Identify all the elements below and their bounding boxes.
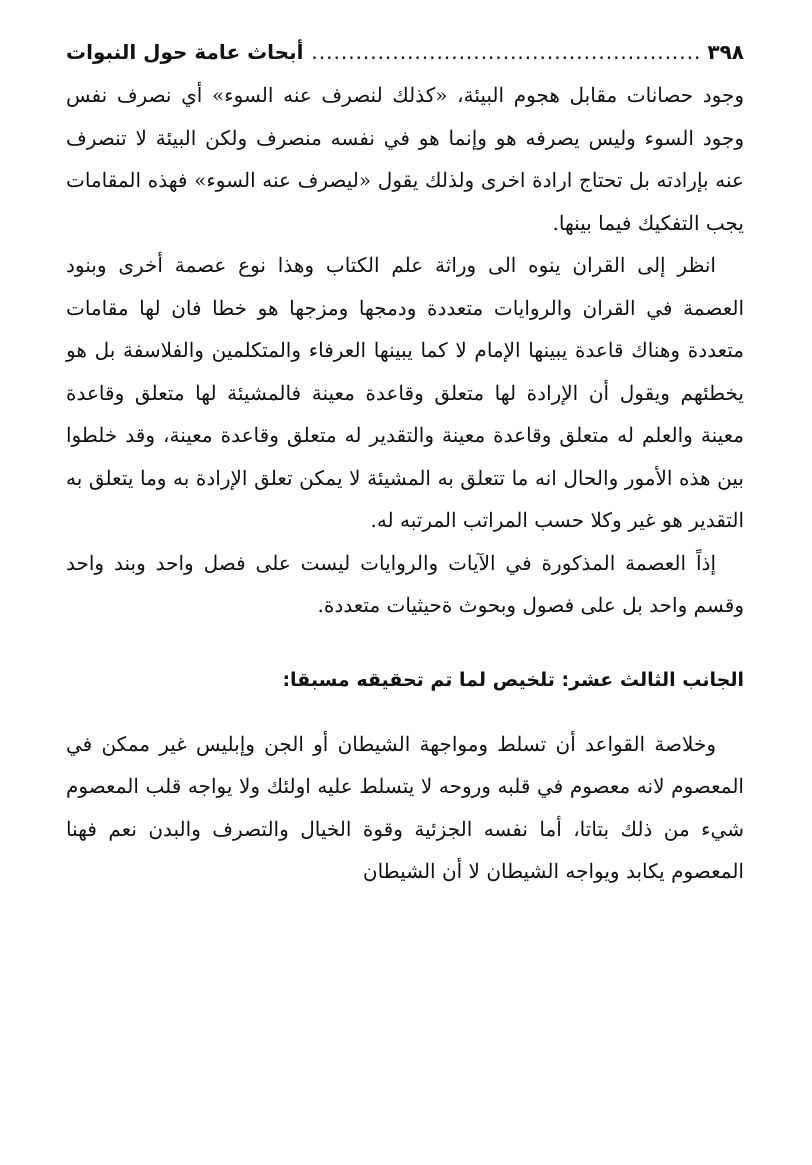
paragraph-inheritance: انظر إلى القران ينوه الى وراثة علم الكتاب وهذا نوع عصمة أخرى وبنود العصمة في القران والروايات متعددة ودمجها ومزجها هو خطا فان لها مقامات متعددة وهناك قاعدة يبينها الإمام لا كما يبينها العرفاء والمتكلمين والفلاسفة بل هو يخطئهم ويقول أن الإرادة لها متعلق وقاعدة معينة فالمشيئة لها متعلق وقاعدة معينة والعلم له متعلق وقاعدة معينة والتقدير له متعلق وقاعدة معينة، وقد خلطوا بين هذه الأمور والحال انه ما تتعلق به المشيئة لا يمكن تعلق الإرادة به وما يتعلق به التقدير هو غير وكلا حسب المراتب المرتبه له. [66,253,744,532]
page-header [66,30,744,74]
header-leader-dots [309,30,701,74]
book-page [66,30,744,893]
paragraph-continuation: وجود حصانات مقابل هجوم البيئة، «كذلك لنصرف عنه السوء» أي نصرف نفس وجود السوء وليس يصرفه هو وإنما هو في نفسه منصرف ولكن البيئة لا تنصرف عنه بإرادته بل تحتاج ارادة اخرى ولذلك يقول «ليصرف عنه السوء» فهذه المقامات يجب التفكيك فيما بينها. [66,83,744,235]
paragraph-summary: وخلاصة القواعد أن تسلط ومواجهة الشيطان أو الجن وإبليس غير ممكن في المعصوم لانه معصوم في قلبه وروحه لا يتسلط عليه اولئك ولا يواجه قلب المعصوم شيء من ذلك بتاتا، أما نفسه الجزئية وقوة الخيال والتصرف والبدن نعم فهنا المعصوم يكابد ويواجه الشيطان لا أن الشيطان [66,731,744,883]
page-number: ٣٩٨ [707,40,744,64]
paragraph-conclusion: إذاً العصمة المذكورة في الآيات والروايات ليست على فصل واحد وبند واحد وقسم واحد بل على فصول وبحوث ةحيثيات متعددة. [66,550,744,617]
section-heading: الجانب الثالث عشر: تلخيص لما تم تحقيقه مسبقا: [282,668,744,691]
running-title: أبحاث عامة حول النبوات [66,40,304,64]
